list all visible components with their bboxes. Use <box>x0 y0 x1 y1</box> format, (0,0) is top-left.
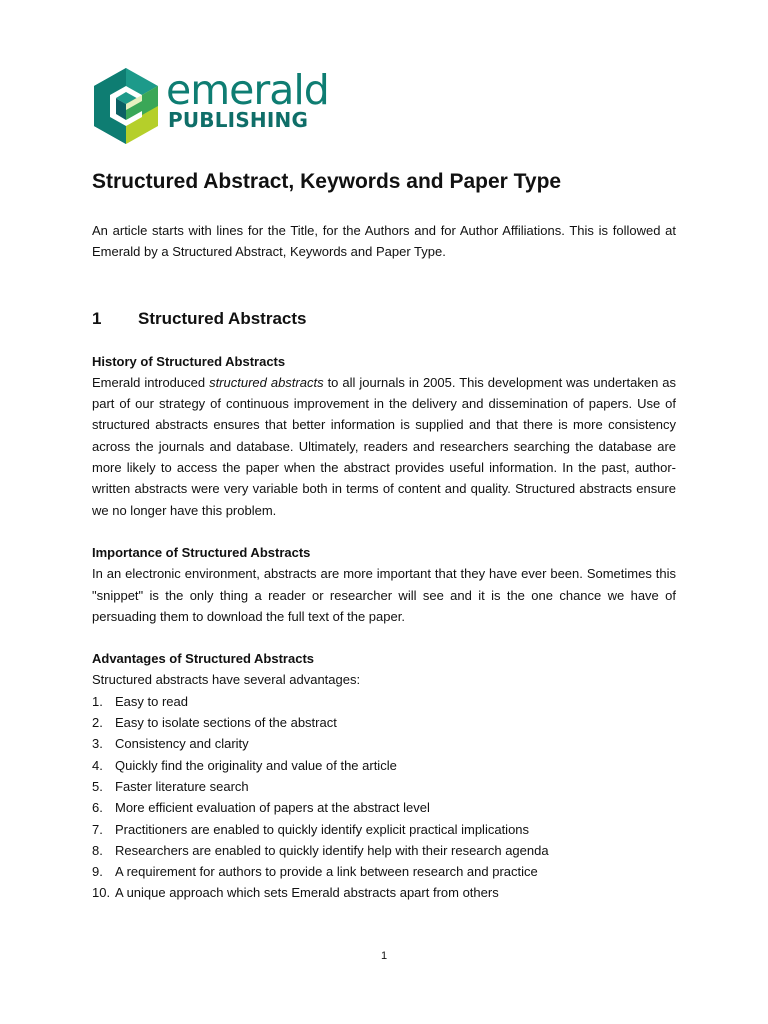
list-item-text: Faster literature search <box>115 778 249 794</box>
list-item-number: 3. <box>92 736 103 752</box>
emerald-publishing-logo <box>92 66 329 144</box>
history-text-rest: to all journals in 2005. This development was undertaken as part of our strategy of continuous improvement in the delivery and dissemination of papers. Use of structured abstracts ensures that better information is supplied and that there is more consistency across the journals and database. Ultimately, readers and researchers searching the database are more likely to access the paper when the abstract provides useful information. In the past, author-written abstracts were very variable both in terms of content and quality. Structured abstracts ensure we no longer have this problem. <box>92 374 677 518</box>
list-item-text: More efficient evaluation of papers at the abstract level <box>115 800 430 816</box>
page-number: 1 <box>380 950 388 962</box>
importance-subsection <box>92 542 676 627</box>
importance-heading: Importance of Structured Abstracts <box>92 544 311 560</box>
advantages-list <box>92 691 676 904</box>
list-item-number: 4. <box>92 757 103 773</box>
section-heading <box>92 307 676 331</box>
list-item-number: 7. <box>92 821 103 837</box>
list-item <box>92 691 676 712</box>
history-emphasis: structured abstracts <box>209 374 324 390</box>
history-text-start: Emerald introduced <box>92 374 210 390</box>
section-number: 1 <box>92 308 102 328</box>
list-item-number: 9. <box>92 864 103 880</box>
list-item-text: Practitioners are enabled to quickly identify explicit practical implications <box>115 821 530 837</box>
list-item-number: 10. <box>92 885 111 901</box>
list-item <box>92 733 676 754</box>
logo-subtitle: PUBLISHING <box>168 108 309 132</box>
list-item-number: 6. <box>92 800 103 816</box>
list-item <box>92 882 676 903</box>
list-item-text: Quickly find the originality and value of the article <box>115 757 397 773</box>
history-subsection <box>92 351 676 521</box>
importance-paragraph: In an electronic environment, abstracts are more important that they have ever been. Sometimes this "snippet" is the only thing a reader or researcher will see and it is the one chance we have of persuading them to download the full text of the paper. <box>92 566 676 624</box>
advantages-heading: Advantages of Structured Abstracts <box>92 651 315 667</box>
list-item-text: Researchers are enabled to quickly identify help with their research agenda <box>115 842 549 858</box>
list-item-text: Consistency and clarity <box>115 736 249 752</box>
list-item <box>92 861 676 882</box>
list-item-number: 2. <box>92 715 103 731</box>
list-item <box>92 797 676 818</box>
section-title: Structured Abstracts <box>138 308 307 328</box>
advantages-lead: Structured abstracts have several advantages: <box>92 672 361 688</box>
document-title: Structured Abstract, Keywords and Paper Type <box>92 170 562 193</box>
list-item <box>92 819 676 840</box>
list-item <box>92 776 676 797</box>
list-item-number: 5. <box>92 778 103 794</box>
list-item-text: Easy to isolate sections of the abstract <box>115 715 337 731</box>
list-item-number: 8. <box>92 842 103 858</box>
emerald-logo-icon <box>92 68 160 144</box>
advantages-subsection <box>92 648 676 904</box>
intro-paragraph: An article starts with lines for the Title, for the Authors and for Author Affiliations. This is followed at Emerald by a Structured Abstract, Keywords and Paper Type. <box>92 223 676 260</box>
list-item-text: Easy to read <box>115 693 188 709</box>
list-item <box>92 840 676 861</box>
list-item <box>92 712 676 733</box>
list-item-number: 1. <box>92 693 103 709</box>
list-item-text: A unique approach which sets Emerald abstracts apart from others <box>115 885 499 901</box>
history-paragraph <box>92 372 676 521</box>
logo-wordmark: emerald <box>166 66 329 114</box>
list-item-text: A requirement for authors to provide a link between research and practice <box>115 864 538 880</box>
list-item <box>92 755 676 776</box>
document-body <box>92 168 676 904</box>
history-heading: History of Structured Abstracts <box>92 353 286 369</box>
